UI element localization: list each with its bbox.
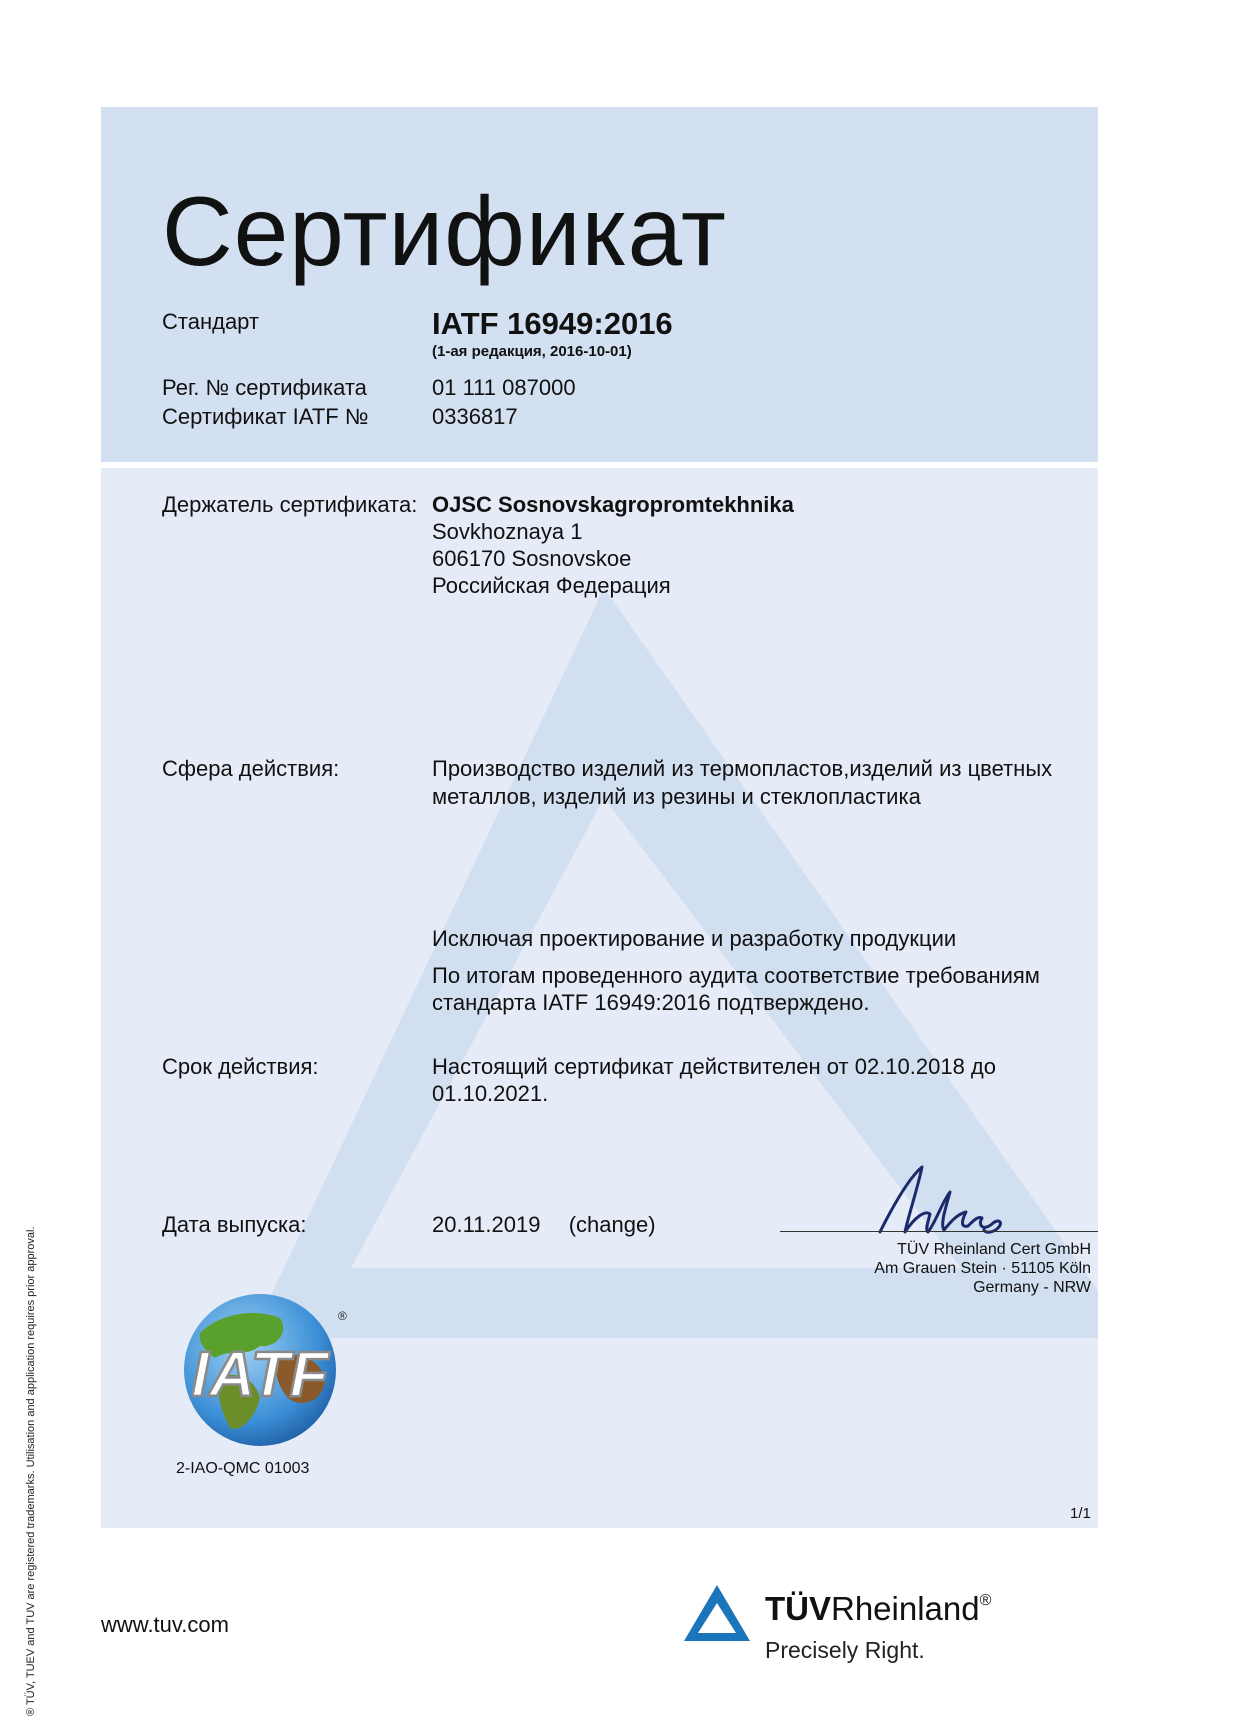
iatf-code: 2-IAO-QMC 01003 [176,1460,310,1477]
issuer-address: Am Grauen Stein · 51105 Köln [874,1260,1091,1277]
scope-line-1: Производство изделий из термопластов,изделий из цветных [432,756,1053,781]
trademark-note: ® TÜV, TUEV and TUV are registered trademarks. Utilisation and application requires prior approval. [25,1226,37,1716]
validity-line-1: Настоящий сертификат действителен от 02.10.2018 до [432,1054,996,1079]
issuer-region: Germany - NRW [973,1279,1091,1296]
tuv-triangle-logo-icon [682,1583,752,1645]
iatf-logo-text: IATF [191,1338,329,1410]
brand-part-2: Rheinland [831,1590,980,1627]
issue-date-note: (change) [568,1212,656,1237]
holder-street: Sovkhoznaya 1 [432,519,583,544]
iatf-number-value: 0336817 [432,404,518,429]
audit-line-1: По итогам проведенного аудита соответствие требованиям [432,963,1040,988]
validity-label: Срок действия: [162,1054,319,1079]
issue-date-row [432,1211,656,1238]
holder-country: Российская Федерация [432,573,671,598]
signature-line [780,1231,1098,1232]
website-link[interactable]: www.tuv.com [101,1612,229,1637]
audit-line-2: стандарта IATF 16949:2016 подтверждено. [432,990,870,1015]
scope-exclusion: Исключая проектирование и разработку продукции [432,926,957,951]
standard-value: IATF 16949:2016 [432,306,673,341]
brand-slogan: Precisely Right. [765,1637,925,1663]
standard-edition: (1-ая редакция, 2016-10-01) [432,343,632,360]
reg-number-label: Рег. № сертификата [162,375,367,400]
signature-icon [870,1162,1030,1242]
scope-label: Сфера действия: [162,756,340,781]
issue-date-value: 20.11.2019 [432,1212,541,1237]
holder-name: OJSC Sosnovskagropromtekhnika [432,492,794,517]
holder-label: Держатель сертификата: [162,492,418,517]
page-number: 1/1 [1070,1505,1091,1522]
brand-reg-mark: ® [979,1592,992,1609]
page-title: Сертификат [162,176,727,286]
iatf-globe-logo-icon [160,1288,360,1453]
issue-date-label: Дата выпуска: [162,1212,307,1237]
iatf-logo-reg-mark: ® [338,1309,347,1323]
reg-number-value: 01 111 087000 [432,375,576,400]
brand-part-1: TÜV [765,1590,831,1627]
scope-line-2: металлов, изделий из резины и стеклопластика [432,784,921,809]
tuv-brand-logo [765,1590,991,1628]
iatf-number-label: Сертификат IATF № [162,404,369,429]
validity-line-2: 01.10.2021. [432,1081,549,1106]
holder-city: 606170 Sosnovskoe [432,546,632,571]
issuer-name: TÜV Rheinland Cert GmbH [897,1241,1091,1258]
standard-label: Стандарт [162,309,260,334]
